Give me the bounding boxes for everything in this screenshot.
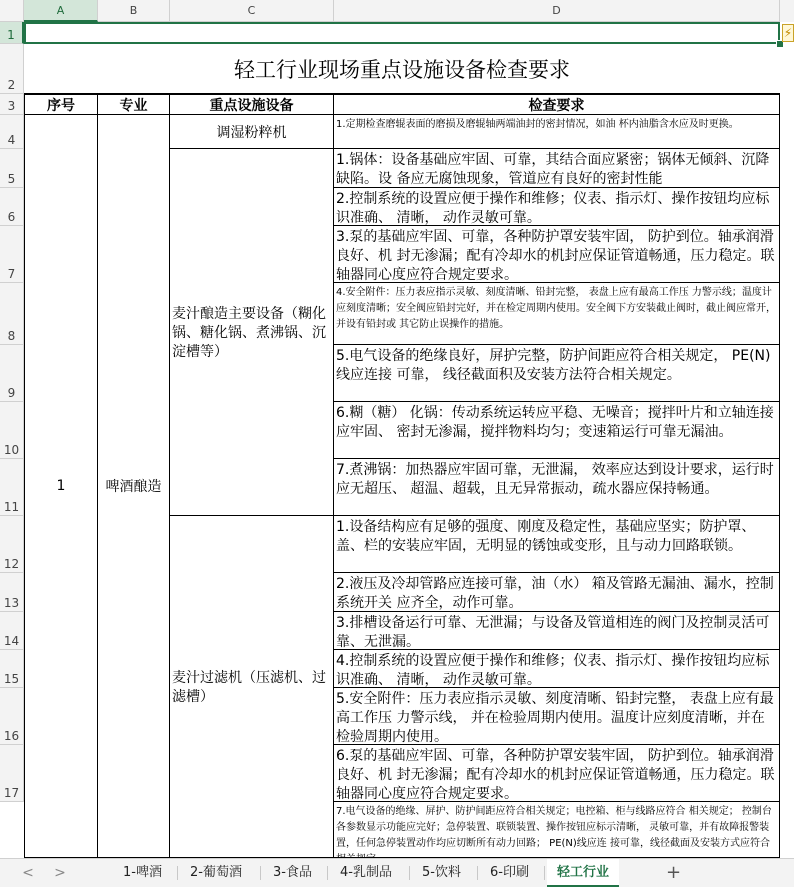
header-requirements[interactable]: 检查要求 [334,94,780,115]
row-header-13[interactable]: 13 [0,573,24,612]
header-seq[interactable]: 序号 [24,94,98,115]
requirement-cell[interactable]: 1.锅体：设备基础应牢固、可靠，其结合面应紧密；锅体无倾斜、沉降缺陷。设 备应无腐蚀现象，管道应有良好的密封性能 [334,149,780,188]
tab-separator [177,866,178,880]
tab-separator [327,866,328,880]
row-header-12[interactable]: 12 [0,516,24,573]
facility-cell-3[interactable] [170,516,334,858]
requirement-cell[interactable]: 4.安全附件：压力表应指示灵敏、刻度清晰、铅封完整， 表盘上应有最高工作压 力警示线；温度计应刻度清晰；安全阀应铅封完好，并在检定周期内使用。安全阀下方安装截止阀时，截止阀应常开， 并设有铅封或 其它防止误操作的措施。 [334,283,780,345]
selected-cell-a1[interactable] [24,22,780,44]
tab-light-industry[interactable]: 轻工行业 [547,859,619,887]
requirement-cell[interactable]: 4.控制系统的设置应便于操作和维修；仪表、指示灯、操作按钮均应标识准确、 清晰， 动作灵敏可靠。 [334,650,780,688]
row-header-11[interactable]: 11 [0,459,24,516]
column-header-a[interactable]: A [24,0,98,22]
tab-separator [260,866,261,880]
row-header-16[interactable]: 16 [0,688,24,745]
tab-2-wine[interactable]: 2-葡萄酒 [190,865,242,880]
row-header-14[interactable]: 14 [0,612,24,650]
row-header-15[interactable]: 15 [0,650,24,688]
requirement-cell[interactable]: 2.控制系统的设置应便于操作和维修；仪表、指示灯、操作按钮均应标识准确、 清晰， 动作灵敏可靠。 [334,188,780,226]
column-header-d[interactable]: D [334,0,780,22]
header-major[interactable]: 专业 [98,94,170,115]
requirement-cell[interactable]: 6.泵的基础应牢固、可靠，各种防护罩安装牢固， 防护到位。轴承润滑良好、机 封无渗漏；配有冷却水的机封应保证管道畅通，压力稳定。联轴器同心度应符合规定要求。 [334,745,780,802]
row-header-17[interactable]: 17 [0,745,24,802]
requirement-cell[interactable]: 6.糊（糖） 化锅：传动系统运转应平稳、无噪音；搅拌叶片和立轴连接应牢固、 密封无渗漏，搅拌物料均匀；变速箱运行可靠无漏油。 [334,402,780,459]
row-header-1[interactable]: 1 [0,22,24,44]
tab-separator [409,866,410,880]
requirement-cell[interactable]: 7.煮沸锅：加热器应牢固可靠，无泄漏， 效率应达到设计要求，运行时应无超压、 超温、超载，且无异常振动，疏水器应保持畅通。 [334,459,780,516]
row-header-6[interactable]: 6 [0,188,24,226]
row-header-7[interactable]: 7 [0,226,24,283]
requirement-cell[interactable]: 3.泵的基础应牢固、可靠，各种防护罩安装牢固， 防护到位。轴承润滑良好、机 封无渗漏；配有冷却水的机封应保证管道畅通，压力稳定。联轴器同心度应符合规定要求。 [334,226,780,283]
requirement-cell[interactable]: 1.设备结构应有足够的强度、刚度及稳定性，基础应坚实；防护罩、盖、栏的安装应牢固，无明显的锈蚀或变形，且与动力回路联锁。 [334,516,780,573]
tab-5-beverage[interactable]: 5-饮料 [422,865,461,880]
tab-3-food[interactable]: 3-食品 [273,865,312,880]
tab-6-printing[interactable]: 6-印刷 [490,865,529,880]
tab-separator [477,866,478,880]
facility-3-text: 麦汁过滤机（压滤机、过滤槽） [172,669,326,705]
column-header-b[interactable]: B [98,0,170,22]
row-header-9[interactable]: 9 [0,345,24,402]
column-header-bar [0,0,794,22]
requirement-cell[interactable]: 5.电气设备的绝缘良好，屏护完整，防护间距应符合相关规定， PE(N)线应连接 可靠， 线径截面积及安装方法符合相关规定。 [334,345,780,402]
next-sheet-icon[interactable]: > [54,865,66,881]
select-all-corner[interactable] [0,0,24,22]
tab-4-dairy[interactable]: 4-乳制品 [340,865,392,880]
requirement-cell[interactable]: 5.安全附件：压力表应指示灵敏、刻度清晰、铅封完整， 表盘上应有最高工作压 力警示线， 并在检验周期内使用。温度计应刻度清晰，并在检验周期内使用。 [334,688,780,745]
tab-1-beer[interactable]: 1-啤酒 [123,865,162,880]
tab-separator [544,866,545,880]
add-sheet-icon[interactable]: + [666,862,682,883]
seq-cell[interactable]: 1 [24,115,98,858]
row-header-8[interactable]: 8 [0,283,24,345]
facility-cell-2[interactable] [170,149,334,516]
facility-2-text: 麦汁酿造主要设备（糊化锅、糖化锅、煮沸锅、沉淀槽等） [172,305,326,360]
row-header-3[interactable]: 3 [0,94,24,115]
requirement-cell[interactable]: 2.液压及冷却管路应连接可靠，油（水） 箱及管路无漏油、漏水，控制系统开关 应齐全，动作可靠。 [334,573,780,612]
prev-sheet-icon[interactable]: < [22,865,34,881]
sheet-title[interactable]: 轻工行业现场重点设施设备检查要求 [24,44,780,94]
requirement-cell[interactable]: 3.排槽设备运行可靠、无泄漏；与设备及管道相连的阀门及控制灵活可靠、无泄漏。 [334,612,780,650]
quick-analysis-icon[interactable]: ⚡ [783,26,793,40]
header-facility[interactable]: 重点设施设备 [170,94,334,115]
major-cell[interactable]: 啤酒酿造 [98,115,170,858]
requirement-cell[interactable]: 1.定期检查磨辊表面的磨损及磨辊轴两端油封的密封情况，如油 杯内油脂含水应及时更换。 [334,115,780,149]
row-header-10[interactable]: 10 [0,402,24,459]
row-header-5[interactable]: 5 [0,149,24,188]
sheet-tab-bar [0,858,794,887]
facility-cell-1[interactable]: 调湿粉粹机 [170,115,334,149]
row-header-2[interactable]: 2 [0,44,24,94]
row-header-4[interactable]: 4 [0,115,24,149]
requirement-cell[interactable]: 7.电气设备的绝缘、屏护、防护间距应符合相关规定；电控箱、柜与线路应符合 相关规定； 控制台各参数显示功能应完好；急停装置、联锁装置、操作按钮应标示清晰， 灵敏可靠，并有故障报警装置，任何急停装置动作均应切断所有动力回路； PE(N)线应连 接可靠，线径截面及安装方式应符合 [334,802,780,858]
column-header-c[interactable]: C [170,0,334,22]
